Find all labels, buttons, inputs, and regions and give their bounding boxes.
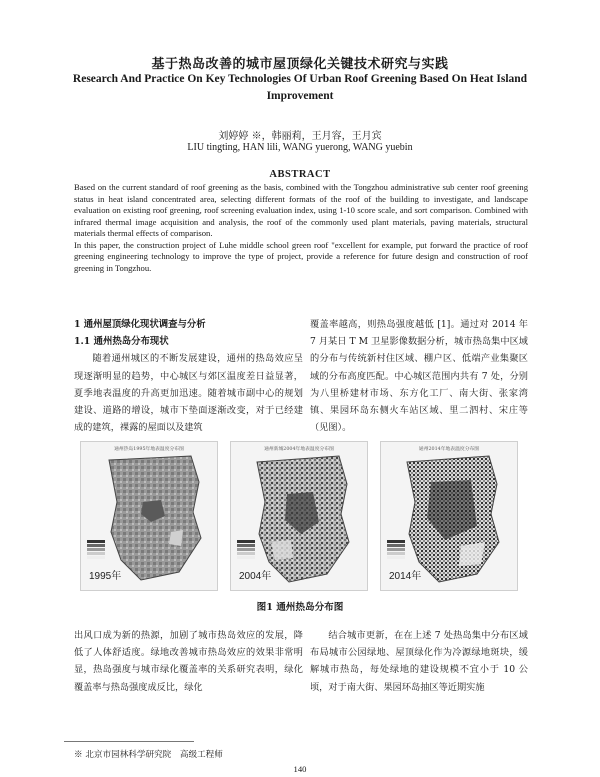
author-footnote: ※ 北京市园林科学研究院 高级工程师	[74, 750, 223, 760]
map-2014-year-label: 2014年	[389, 571, 422, 582]
bottom-right-column	[310, 627, 528, 696]
abstract-paragraph-2: In this paper, the construction project of Luhe middle school green roof "excellent for example, put forward the practice of roof greening engineering technology to improve the type of project, provide a reference for future design and construction of roof greening in Tongzhou.	[74, 239, 528, 273]
map-2014-header: 通州2014年地表温度分布图	[418, 447, 480, 452]
map-1995-header: 通州热岛1995年地表温度分布图	[114, 447, 184, 452]
right-column-paragraph: 覆盖率越高，则热岛强度越低 [1]。通过对 2014 年 7 月某日 T M 卫星影像数据分析，城市热岛集中区域的分布与传统新村住区域、棚户区、低端产业集聚区域的分布高度匹配。中心城区范围内共有 7 处，分别为八里桥建材市场、东方化工厂、南大街、张家湾镇、果园环岛东侧火车站区域、里二泗村、宋庄等（见图）。	[310, 319, 528, 434]
authors-english: LIU tingting, HAN lili, WANG yuerong, WANG yuebin	[187, 142, 413, 153]
map-2014-legend	[387, 540, 405, 562]
bottom-left-column	[74, 627, 303, 696]
paper-title-chinese: 基于热岛改善的城市屋顶绿化关键技术研究与实践	[151, 57, 449, 72]
map-2004	[230, 441, 368, 591]
map-1995-year-label: 1995年	[89, 571, 122, 582]
abstract-body	[74, 182, 528, 274]
figure-caption: 图1 通州热岛分布图	[256, 602, 344, 613]
abstract-heading: ABSTRACT	[269, 169, 331, 180]
map-2004-header: 通州新城2004年地表温度分布图	[264, 447, 334, 452]
section-1-heading: 1 通州屋顶绿化现状调查与分析	[74, 319, 206, 330]
abstract-paragraph-1: Based on the current standard of roof greening as the basis, combined with the Tongzhou administrative sub center roof greening status in heat island concentrated area, selecting different formats of the roof of the building to investigate, and landscape evaluation on existing roof greening, roof screening evaluation index, using 1-10 score scale, and sort comparison. Combined with infrared thermal image acquisition and analysis, the roof of the commonly used plant materials, paving materials, structural materials thermal effects of comparison.	[74, 182, 528, 238]
section-1-1-heading: 1.1 通州热岛分布现状	[74, 336, 169, 348]
authors-chinese: 刘婷婷 ※，韩丽莉，王月容，王月宾	[218, 131, 382, 142]
map-2014	[380, 441, 518, 591]
map-1995-legend	[87, 540, 105, 562]
bottom-left-paragraph: 出风口成为新的热源，加剧了城市热岛效应的发展，降低了人体舒适度。绿地改善城市热岛效应的效果非常明显，热岛强度与城市绿化覆盖率的关系研究表明，绿化覆盖率与热岛强度成反比，绿化	[74, 630, 303, 693]
map-1995	[80, 441, 218, 591]
bottom-right-paragraph: 结合城市更新，在在上述 7 处热岛集中分布区域布局城市公园绿地、屋顶绿化作为冷源绿地斑块，缓解城市热岛，每处绿地的建设规模不宜小于 10 公顷，对于南大街、果园环岛抽区等近期实施	[310, 630, 528, 693]
left-column	[74, 316, 303, 436]
map-2004-year-label: 2004年	[239, 571, 272, 582]
paper-title-english: Research And Practice On Key Technologies Of Urban Roof Greening Based On Heat Island Improvement	[72, 73, 528, 102]
right-column	[310, 316, 528, 436]
map-2004-legend	[237, 540, 255, 562]
figure-heat-island-maps	[80, 441, 520, 594]
page-number: 140	[293, 764, 307, 774]
left-column-paragraph: 随着通州城区的不断发展建设，通州的热岛效应呈现逐渐明显的趋势，中心城区与郊区温度差日益显著，夏季地表温度的升高更加迅速。随着城市副中心的规划建设、道路的增设，城市下垫面逐渐改变，对于已经建成的建筑，裸露的屋面以及建筑	[74, 353, 303, 434]
footnote-divider	[64, 741, 194, 742]
